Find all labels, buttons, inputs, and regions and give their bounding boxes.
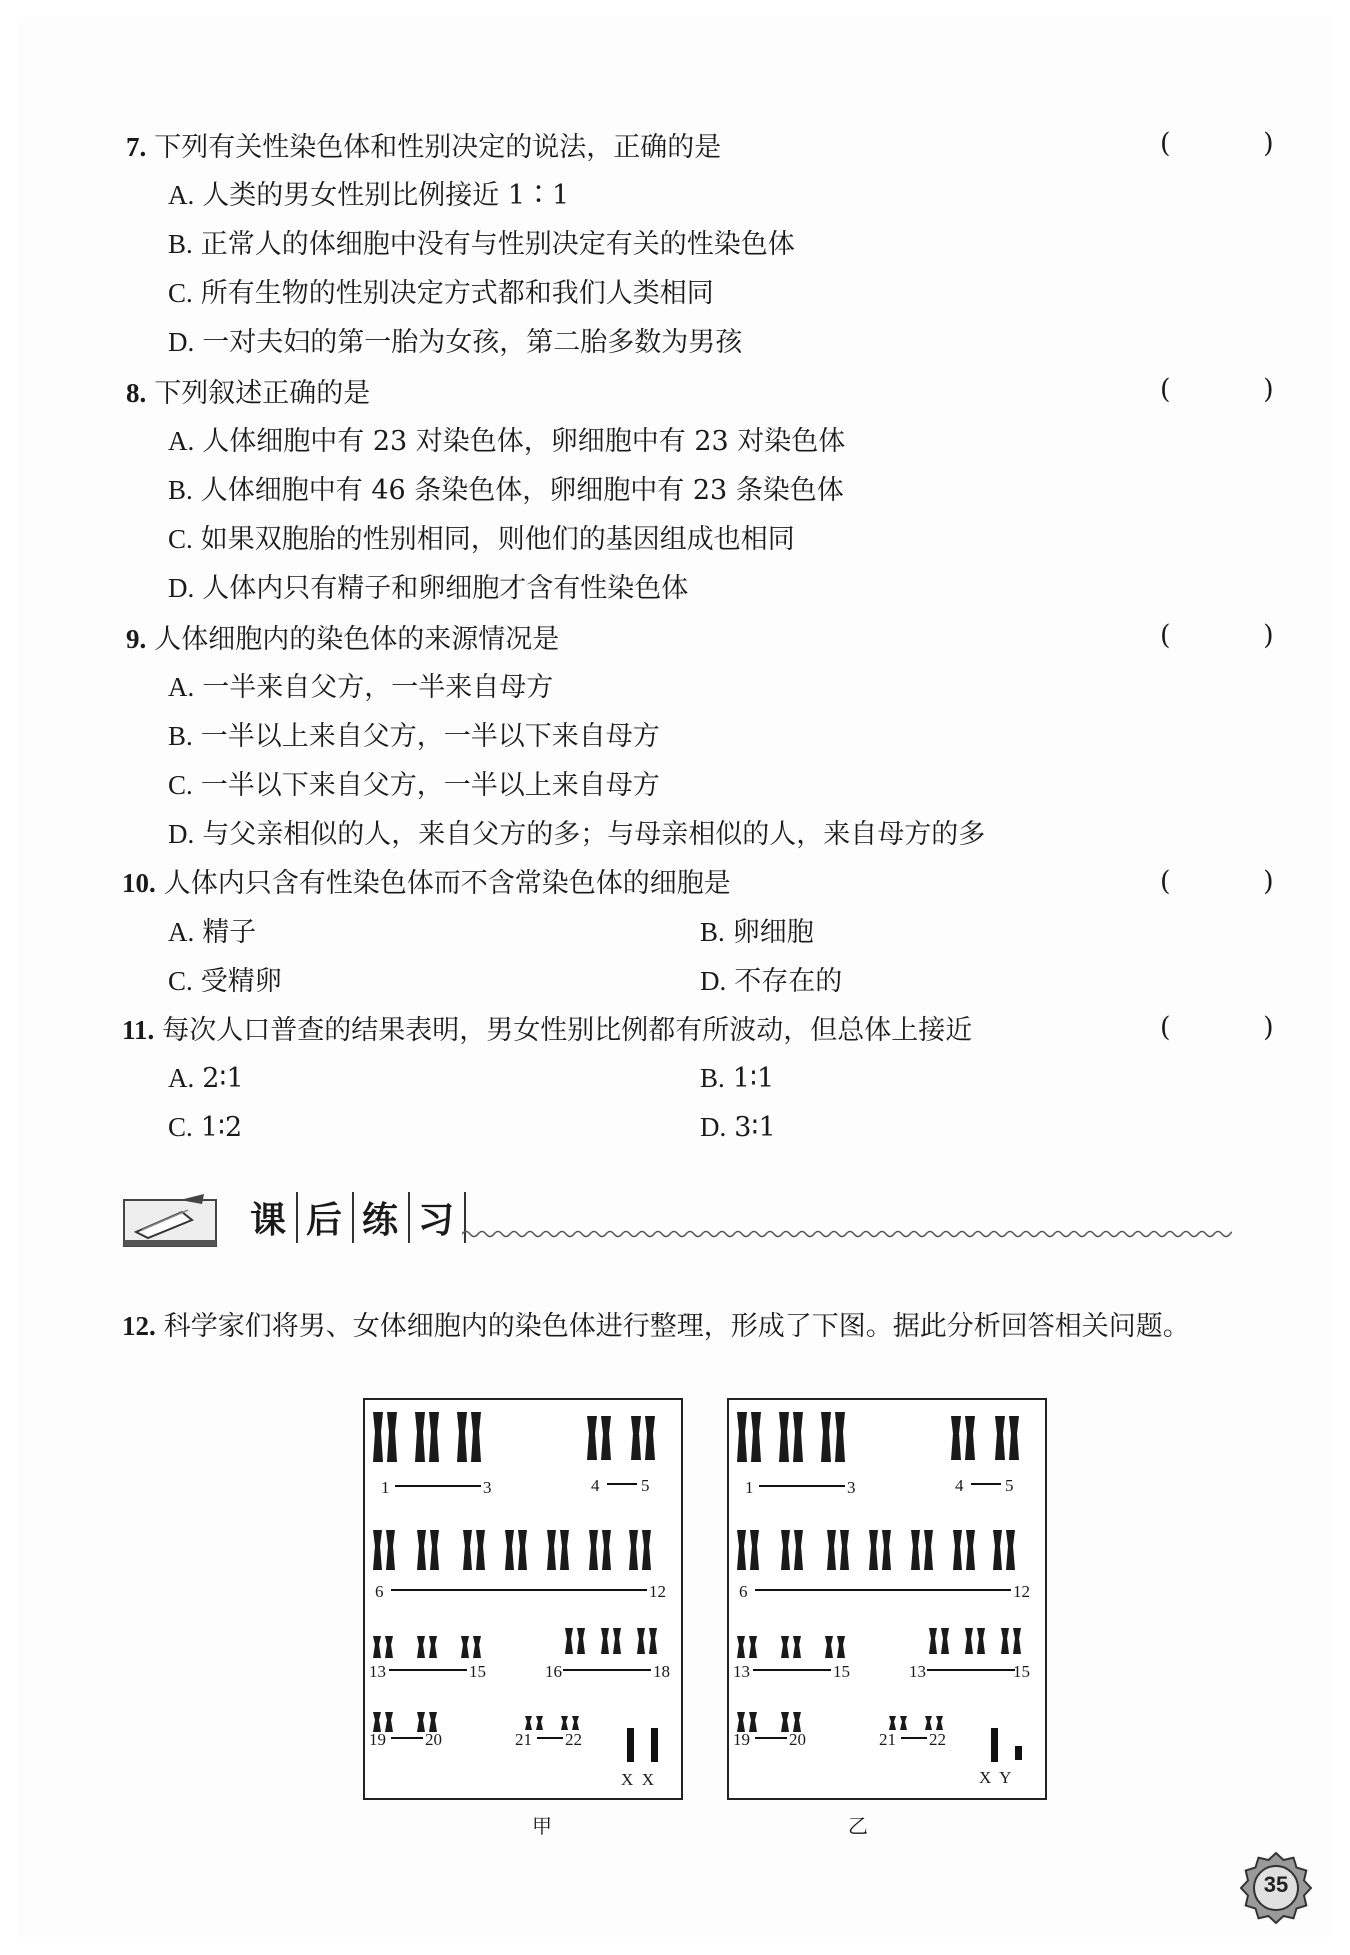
question-8-stem: 8. 下列叙述正确的是 — [126, 378, 371, 409]
chromosome — [1009, 1416, 1019, 1460]
option-8c: C. 如果双胞胎的性别相同，则他们的基因组成也相同 — [168, 524, 795, 555]
question-11-stem: 11. 每次人口普查的结果表明，男女性别比例都有所波动，但总体上接近 — [122, 1015, 973, 1046]
chromosome — [889, 1716, 896, 1730]
chromosome — [601, 1416, 611, 1460]
chromosome — [473, 1636, 481, 1658]
option-10b: B. 卵细胞 — [700, 917, 814, 948]
chromosome — [613, 1628, 621, 1654]
chromosome — [631, 1416, 641, 1460]
option-11d: D. 3∶1 — [700, 1112, 776, 1143]
section-title: 课 后 练 习 — [242, 1192, 466, 1243]
chromosome — [649, 1628, 657, 1654]
chromosome — [417, 1712, 425, 1732]
option-7d: D. 一对夫妇的第一胎为女孩，第二胎多数为男孩 — [168, 327, 743, 358]
chromosome — [627, 1728, 634, 1762]
chromosome — [737, 1412, 747, 1462]
chromosome — [1001, 1628, 1009, 1654]
chromosome — [415, 1412, 425, 1462]
label: 5 — [641, 1476, 650, 1495]
option-11b: B. 1∶1 — [700, 1063, 775, 1094]
label: 22 — [929, 1730, 946, 1749]
chromosome — [457, 1412, 467, 1462]
chromosome — [966, 1530, 975, 1570]
chromosome — [781, 1712, 789, 1732]
karyotype-panel-male — [727, 1398, 1047, 1800]
option-10c: C. 受精卵 — [168, 966, 282, 997]
label: 6 — [739, 1582, 748, 1601]
answer-paren-9[interactable]: ( ) — [1160, 620, 1316, 651]
chromosome — [525, 1716, 532, 1730]
caption-jia: 甲 — [532, 1814, 552, 1838]
chromosome — [925, 1716, 932, 1730]
chromosome — [430, 1530, 439, 1570]
chromosome — [781, 1636, 789, 1658]
chromosome — [737, 1530, 746, 1570]
label: 18 — [653, 1662, 670, 1681]
chromosome — [572, 1716, 579, 1730]
chromosome — [429, 1712, 437, 1732]
label: 22 — [565, 1730, 582, 1749]
label: 3 — [483, 1478, 492, 1497]
question-9-stem: 9. 人体细胞内的染色体的来源情况是 — [126, 624, 560, 655]
chromosome — [642, 1530, 651, 1570]
question-7-stem: 7. 下列有关性染色体和性别决定的说法，正确的是 — [126, 132, 722, 163]
option-10d: D. 不存在的 — [700, 966, 843, 997]
chromosome — [749, 1636, 757, 1658]
chromosome — [560, 1530, 569, 1570]
label: 20 — [425, 1730, 442, 1749]
question-12-stem: 12. 科学家们将男、女体细胞内的染色体进行整理，形成了下图。据此分析回答相关问题。 — [122, 1311, 1190, 1342]
chromosome — [749, 1712, 757, 1732]
chromosome — [373, 1712, 381, 1732]
option-9d: D. 与父亲相似的人，来自父方的多；与母亲相似的人，来自母方的多 — [168, 819, 986, 850]
chromosome — [924, 1530, 933, 1570]
option-9c: C. 一半以下来自父方，一半以上来自母方 — [168, 770, 660, 801]
chromosome — [547, 1530, 556, 1570]
karyotype-panel-female — [363, 1398, 683, 1800]
chromosome — [882, 1530, 891, 1570]
answer-paren-10[interactable]: ( ) — [1160, 866, 1316, 897]
chromosome — [911, 1530, 920, 1570]
chromosome — [587, 1416, 597, 1460]
chromosome — [977, 1628, 985, 1654]
option-8b: B. 人体细胞中有 46 条染色体，卵细胞中有 23 条染色体 — [168, 475, 844, 506]
chromosome — [941, 1628, 949, 1654]
chromosome — [936, 1716, 943, 1730]
chromosome — [629, 1530, 638, 1570]
chromosome — [417, 1530, 426, 1570]
label: 13 — [369, 1662, 386, 1681]
option-9a: A. 一半来自父方，一半来自母方 — [168, 672, 554, 703]
label: 16 — [545, 1662, 562, 1681]
notebook-pencil-icon — [122, 1190, 222, 1248]
page-number-badge — [1240, 1852, 1312, 1924]
chromosome — [965, 1416, 975, 1460]
label: 20 — [789, 1730, 806, 1749]
chromosome — [387, 1412, 397, 1462]
label: 1 — [745, 1478, 754, 1497]
question-10-stem: 10. 人体内只含有性染色体而不含常染色体的细胞是 — [122, 868, 731, 899]
chromosome — [821, 1412, 831, 1462]
label: 15 — [833, 1662, 850, 1681]
sex-chromosome-label: X Y — [979, 1768, 1012, 1787]
option-9b: B. 一半以上来自父方，一半以下来自母方 — [168, 721, 660, 752]
sex-chromosome-label: X X — [621, 1770, 655, 1789]
chromosome — [637, 1628, 645, 1654]
chromosome — [602, 1530, 611, 1570]
answer-paren-7[interactable]: ( ) — [1160, 128, 1316, 159]
label: 21 — [515, 1730, 532, 1749]
chromosome — [601, 1628, 609, 1654]
chromosome — [737, 1636, 745, 1658]
label: 19 — [733, 1730, 750, 1749]
chromosome — [577, 1628, 585, 1654]
label: 6 — [375, 1582, 384, 1601]
chromosome — [751, 1412, 761, 1462]
label: 12 — [1013, 1582, 1030, 1601]
chromosome — [463, 1530, 472, 1570]
page-number: 35 — [1263, 1872, 1289, 1897]
label: 1 — [381, 1478, 390, 1497]
chromosome — [779, 1412, 789, 1462]
answer-paren-11[interactable]: ( ) — [1160, 1012, 1316, 1043]
chromosome — [373, 1412, 383, 1462]
option-7a: A. 人类的男女性别比例接近 1∶1 — [168, 180, 570, 211]
chromosome — [781, 1530, 790, 1570]
chromosome — [737, 1712, 745, 1732]
chromosome — [518, 1530, 527, 1570]
label: 5 — [1005, 1476, 1014, 1495]
chromosome — [429, 1412, 439, 1462]
label: 13 — [909, 1662, 926, 1681]
chromosome — [900, 1716, 907, 1730]
chromosome — [373, 1530, 382, 1570]
label: 4 — [955, 1476, 964, 1495]
chromosome — [953, 1530, 962, 1570]
chromosome — [461, 1636, 469, 1658]
chromosome — [750, 1530, 759, 1570]
label: 13 — [733, 1662, 750, 1681]
chromosome — [793, 1636, 801, 1658]
chromosome — [827, 1530, 836, 1570]
label: 19 — [369, 1730, 386, 1749]
label: 21 — [879, 1730, 896, 1749]
chromosome — [794, 1530, 803, 1570]
chromosome — [840, 1530, 849, 1570]
chromosome — [1015, 1746, 1022, 1760]
chromosome — [825, 1636, 833, 1658]
option-7b: B. 正常人的体细胞中没有与性别决定有关的性染色体 — [168, 229, 795, 260]
chromosome — [589, 1530, 598, 1570]
chromosome — [505, 1530, 514, 1570]
chromosome — [869, 1530, 878, 1570]
chromosome — [536, 1716, 543, 1730]
answer-paren-8[interactable]: ( ) — [1160, 374, 1316, 405]
wavy-divider — [462, 1228, 1232, 1240]
option-11c: C. 1∶2 — [168, 1112, 243, 1143]
chromosome — [793, 1412, 803, 1462]
chromosome — [471, 1412, 481, 1462]
option-11a: A. 2∶1 — [168, 1063, 244, 1094]
chromosome — [386, 1530, 395, 1570]
chromosome — [417, 1636, 425, 1658]
chromosome — [645, 1416, 655, 1460]
option-7c: C. 所有生物的性别决定方式都和我们人类相同 — [168, 278, 714, 309]
label: 15 — [1013, 1662, 1030, 1681]
caption-yi: 乙 — [848, 1814, 868, 1838]
label: 12 — [649, 1582, 666, 1601]
chromosome — [1006, 1530, 1015, 1570]
chromosome — [993, 1530, 1002, 1570]
chromosome — [929, 1628, 937, 1654]
chromosome — [476, 1530, 485, 1570]
chromosome — [385, 1636, 393, 1658]
option-10a: A. 精子 — [168, 917, 257, 948]
chromosome — [835, 1412, 845, 1462]
chromosome — [429, 1636, 437, 1658]
option-8d: D. 人体内只有精子和卵细胞才含有性染色体 — [168, 573, 689, 604]
label: 4 — [591, 1476, 600, 1495]
option-8a: A. 人体细胞中有 23 对染色体，卵细胞中有 23 对染色体 — [168, 426, 846, 457]
chromosome — [837, 1636, 845, 1658]
chromosome — [385, 1712, 393, 1732]
chromosome — [793, 1712, 801, 1732]
chromosome — [561, 1716, 568, 1730]
label: 15 — [469, 1662, 486, 1681]
chromosome — [565, 1628, 573, 1654]
chromosome — [951, 1416, 961, 1460]
chromosome — [991, 1728, 998, 1762]
chromosome — [995, 1416, 1005, 1460]
chromosome — [965, 1628, 973, 1654]
chromosome — [1013, 1628, 1021, 1654]
chromosome — [651, 1728, 658, 1762]
chromosome — [373, 1636, 381, 1658]
section-header-homework — [122, 1188, 1232, 1250]
label: 3 — [847, 1478, 856, 1497]
